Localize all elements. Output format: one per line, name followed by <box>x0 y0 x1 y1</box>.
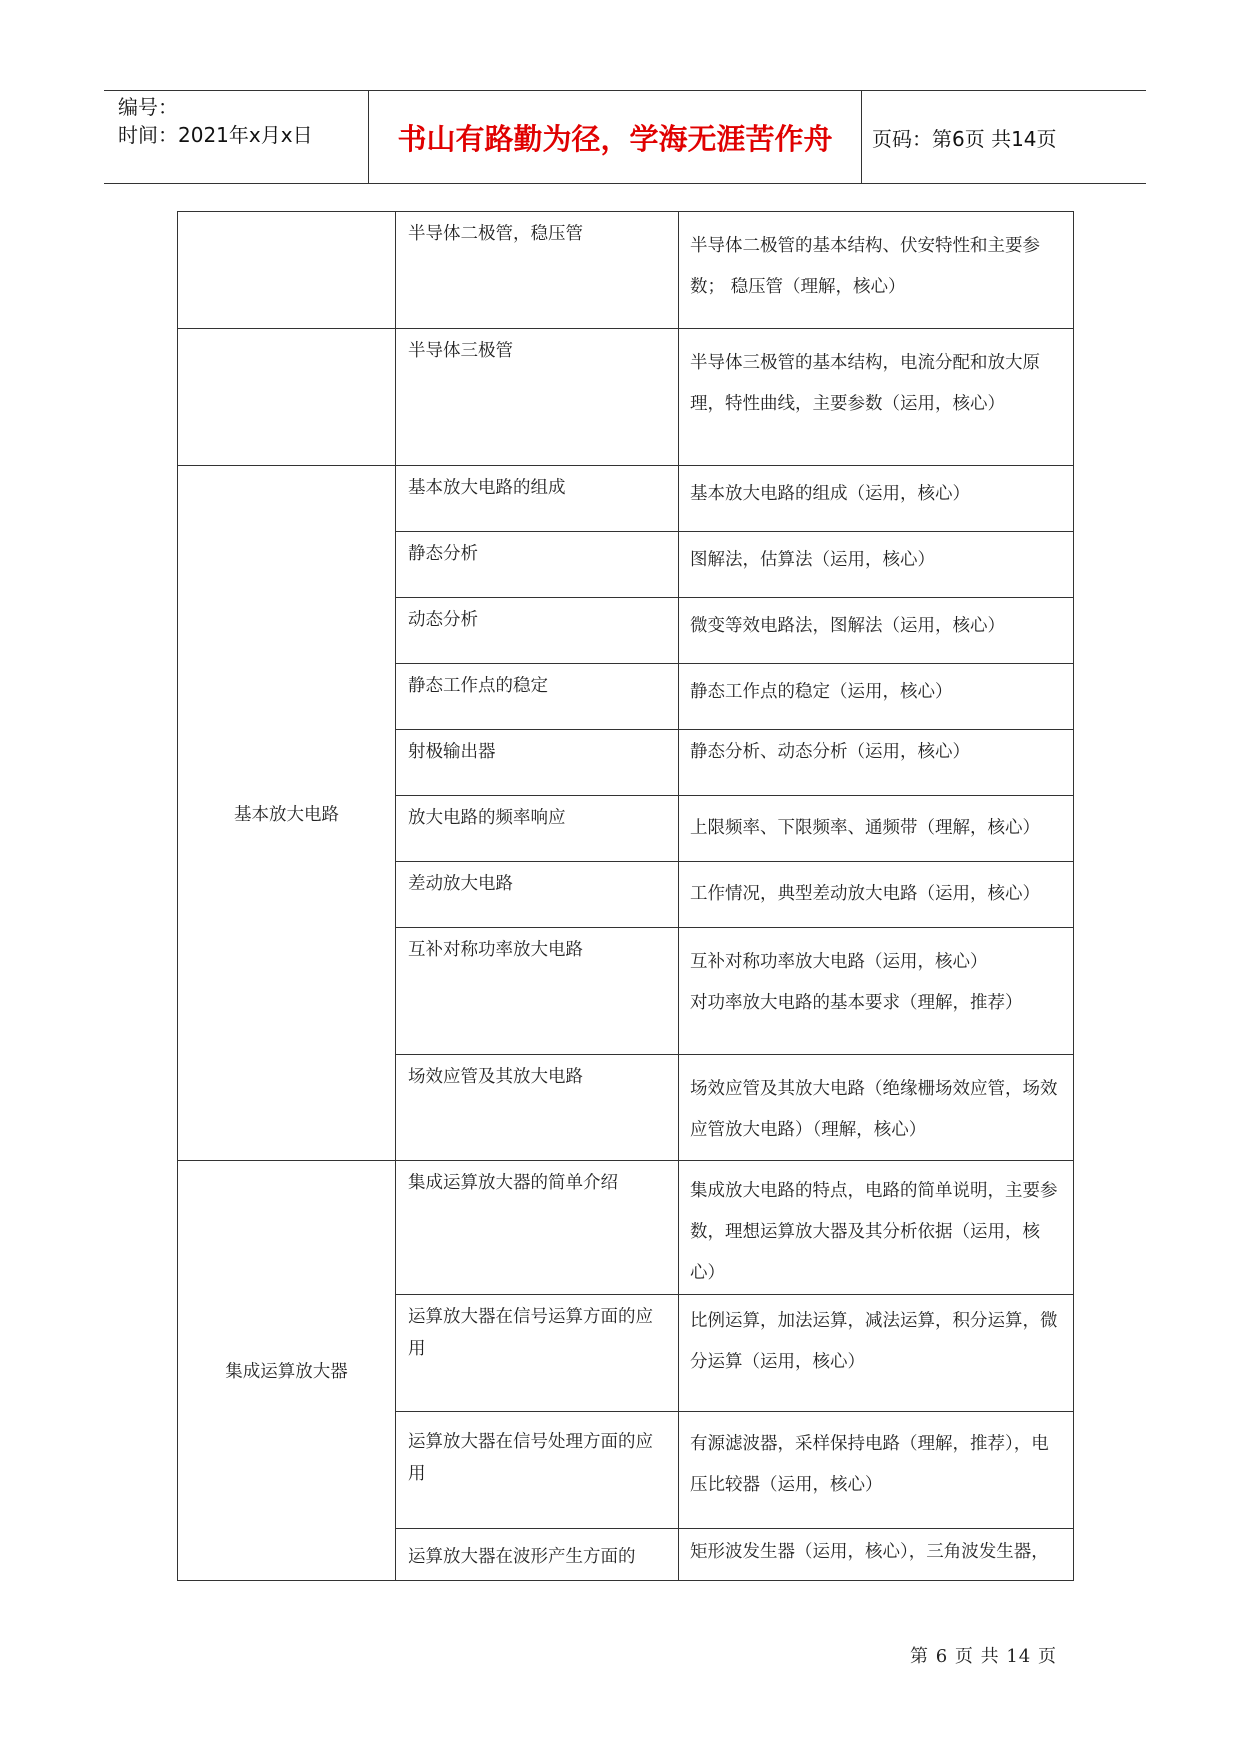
desc-cell: 上限频率、下限频率、通频带（理解，核心） <box>679 796 1074 862</box>
desc-cell: 基本放大电路的组成（运用，核心） <box>679 466 1074 532</box>
topic-cell: 场效应管及其放大电路 <box>396 1055 679 1161</box>
header-page-label: 页码：第6页 共14页 <box>872 126 1057 151</box>
syllabus-table <box>177 211 1074 1581</box>
desc-cell: 比例运算，加法运算，减法运算，积分运算，微分运算（运用，核心） <box>679 1295 1074 1412</box>
time-label: 时间：2021年x月x日 <box>118 123 313 147</box>
header-meta <box>118 93 313 149</box>
desc-cell: 半导体二极管的基本结构、伏安特性和主要参数； 稳压管（理解，核心） <box>679 212 1074 329</box>
table-row <box>178 329 1074 466</box>
topic-cell: 半导体三极管 <box>396 329 679 466</box>
topic-cell: 集成运算放大器的简单介绍 <box>396 1161 679 1295</box>
topic-cell: 运算放大器在波形产生方面的 <box>396 1529 679 1581</box>
topic-cell: 差动放大电路 <box>396 862 679 928</box>
topic-cell: 动态分析 <box>396 598 679 664</box>
desc-cell: 微变等效电路法，图解法（运用，核心） <box>679 598 1074 664</box>
topic-cell: 静态分析 <box>396 532 679 598</box>
category-cell <box>178 329 396 466</box>
category-cell: 基本放大电路 <box>178 466 396 1161</box>
desc-cell: 矩形波发生器（运用，核心），三角波发生器， <box>679 1529 1074 1581</box>
desc-cell: 工作情况，典型差动放大电路（运用，核心） <box>679 862 1074 928</box>
topic-cell: 静态工作点的稳定 <box>396 664 679 730</box>
table-row <box>178 1161 1074 1295</box>
desc-cell: 图解法，估算法（运用，核心） <box>679 532 1074 598</box>
topic-cell: 运算放大器在信号运算方面的应用 <box>396 1295 679 1412</box>
desc-cell: 半导体三极管的基本结构，电流分配和放大原理，特性曲线，主要参数（运用，核心） <box>679 329 1074 466</box>
topic-cell: 运算放大器在信号处理方面的应用 <box>396 1412 679 1529</box>
topic-cell: 基本放大电路的组成 <box>396 466 679 532</box>
topic-cell: 互补对称功率放大电路 <box>396 928 679 1055</box>
header-divider-right <box>861 90 862 184</box>
category-cell: 集成运算放大器 <box>178 1161 396 1581</box>
topic-cell: 射极输出器 <box>396 730 679 796</box>
header-motto: 书山有路勤为径，学海无涯苦作舟 <box>397 121 833 156</box>
desc-cell: 有源滤波器，采样保持电路（理解，推荐），电压比较器（运用，核心） <box>679 1412 1074 1529</box>
number-label: 编号： <box>118 95 178 119</box>
table-row <box>178 466 1074 532</box>
topic-cell: 放大电路的频率响应 <box>396 796 679 862</box>
desc-cell: 静态工作点的稳定（运用，核心） <box>679 664 1074 730</box>
desc-cell: 集成放大电路的特点，电路的简单说明，主要参数，理想运算放大器及其分析依据（运用，核心） <box>679 1161 1074 1295</box>
topic-cell: 半导体二极管，稳压管 <box>396 212 679 329</box>
desc-cell: 静态分析、动态分析（运用，核心） <box>679 730 1074 796</box>
page-footer: 第 6 页 共 14 页 <box>910 1646 1057 1667</box>
category-cell <box>178 212 396 329</box>
desc-cell: 场效应管及其放大电路（绝缘栅场效应管，场效应管放大电路）（理解，核心） <box>679 1055 1074 1161</box>
desc-cell: 互补对称功率放大电路（运用，核心） 对功率放大电路的基本要求（理解，推荐） <box>679 928 1074 1055</box>
table-row <box>178 212 1074 329</box>
